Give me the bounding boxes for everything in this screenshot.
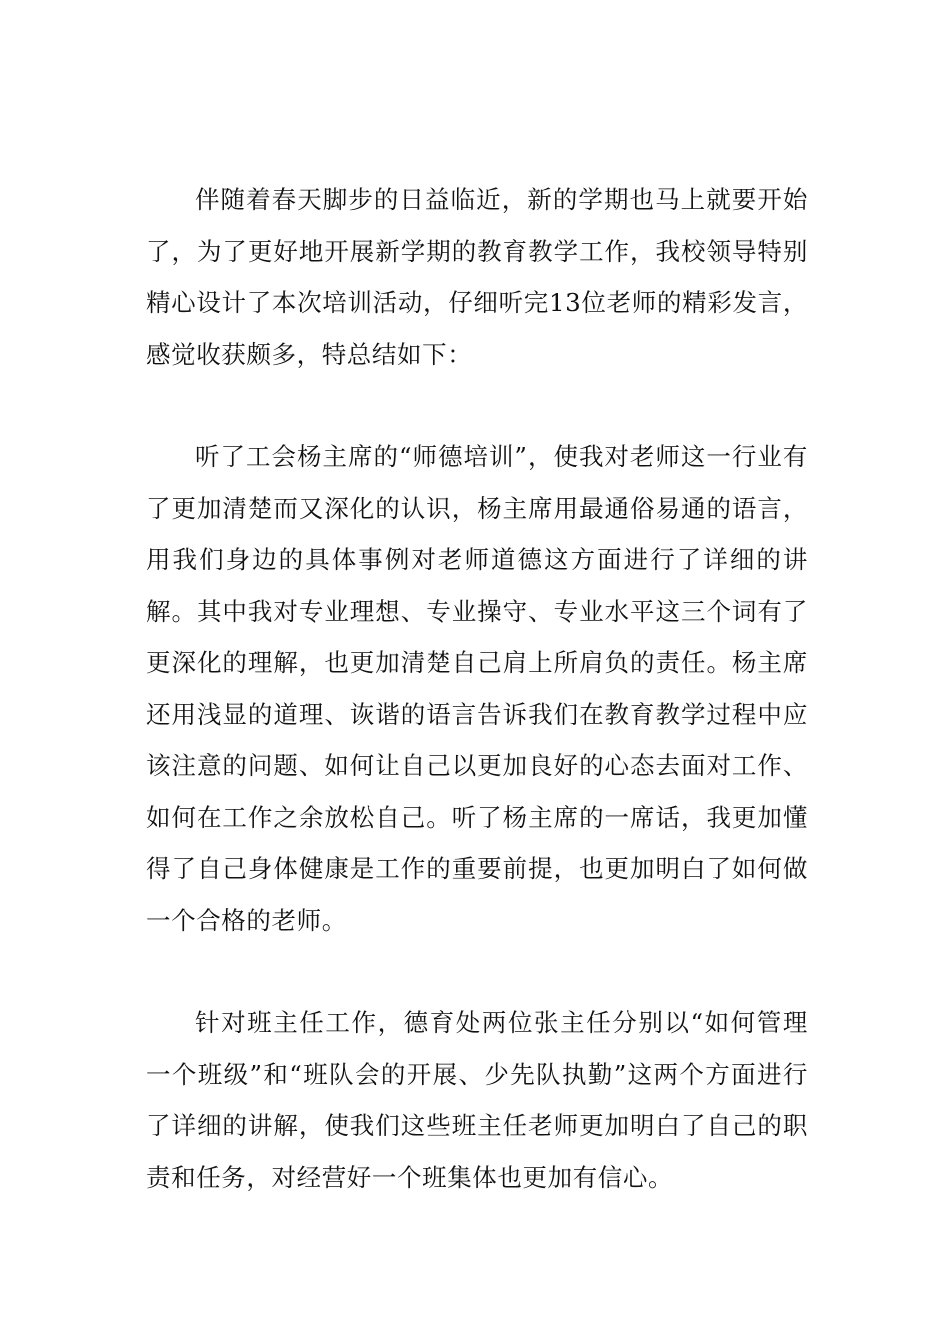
paragraph-ethics-training: 听了工会杨主席的“师德培训”，使我对老师这一行业有了更加清楚而又深化的认识，杨主席用最通俗易通的语言，用我们身边的具体事例对老师道德这方面进行了详细的讲解。其中我对专业理想、专业操守、专业水平这三个词有了更深化的理解，也更加清楚自己肩上所肩负的责任。杨主席还用浅显的道理、诙谐的语言告诉我们在教育教学过程中应该注意的问题、如何让自己以更加良好的心态去面对工作、如何在工作之余放松自己。听了杨主席的一席话，我更加懂得了自己身体健康是工作的重要前提，也更加明白了如何做一个合格的老师。: [146, 442, 808, 935]
paragraph-intro: 伴随着春天脚步的日益临近，新的学期也马上就要开始了，为了更好地开展新学期的教育教学工作，我校领导特别精心设计了本次培训活动，仔细听完13位老师的精彩发言，感觉收获颇多，特总结如下：: [146, 185, 808, 369]
paragraph-class-teacher-work: 针对班主任工作，德育处两位张主任分别以“如何管理一个班级”和“班队会的开展、少先队执勤”这两个方面进行了详细的讲解，使我们这些班主任老师更加明白了自己的职责和任务，对经营好一个班集体也更加有信心。: [146, 1008, 808, 1192]
document-body: [146, 174, 808, 1203]
